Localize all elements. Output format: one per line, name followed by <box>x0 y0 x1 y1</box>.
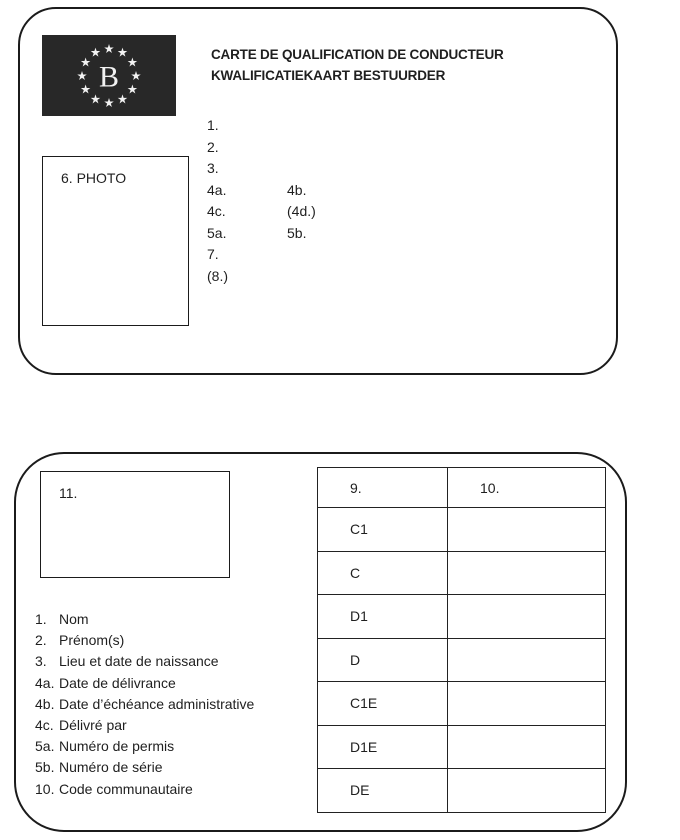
legend-list <box>35 609 254 800</box>
card-title-fr: CARTE DE QUALIFICATION DE CONDUCTEUR <box>211 47 504 62</box>
legend-item-number: 4b. <box>35 695 55 712</box>
category-value-cell <box>448 725 606 769</box>
category-code-cell: D1E <box>318 725 448 769</box>
field-number: 5a. <box>207 224 227 241</box>
legend-item-number: 5b. <box>35 759 55 776</box>
table-header-row <box>318 468 606 508</box>
card-front <box>18 7 618 375</box>
front-field-row <box>207 137 316 159</box>
field-number: (8.) <box>207 267 228 284</box>
front-field-row <box>207 115 316 137</box>
front-field-row <box>207 180 316 202</box>
category-value-cell <box>448 508 606 552</box>
table-row <box>318 682 606 726</box>
legend-item-label: Code communautaire <box>59 780 193 797</box>
table-row <box>318 725 606 769</box>
legend-item <box>35 757 254 778</box>
legend-item-number: 5a. <box>35 738 55 755</box>
field-number-secondary: 5b. <box>287 224 307 241</box>
eu-belgium-flag <box>42 35 176 116</box>
category-value-cell <box>448 769 606 813</box>
category-code-cell: DE <box>318 769 448 813</box>
legend-item-label: Numéro de série <box>59 759 163 776</box>
category-table <box>317 467 606 813</box>
legend-item-number: 2. <box>35 632 47 649</box>
table-header-10: 10. <box>448 468 606 508</box>
category-code-cell: C1E <box>318 682 448 726</box>
legend-item <box>35 673 254 694</box>
table-row <box>318 551 606 595</box>
category-value-cell <box>448 595 606 639</box>
front-field-row <box>207 223 316 245</box>
table-header-9: 9. <box>318 468 448 508</box>
legend-item <box>35 736 254 757</box>
legend-item-number: 4c. <box>35 716 54 733</box>
photo-box-label: 6. PHOTO <box>61 170 127 186</box>
legend-item <box>35 651 254 672</box>
field-number: 3. <box>207 160 219 176</box>
front-field-row <box>207 266 316 288</box>
legend-item-label: Prénom(s) <box>59 632 125 649</box>
front-field-row <box>207 201 316 223</box>
card-back <box>14 452 627 832</box>
legend-item <box>35 609 254 630</box>
legend-item-label: Délivré par <box>59 716 127 733</box>
front-field-row <box>207 158 316 180</box>
front-field-list <box>207 115 316 287</box>
legend-item-label: Lieu et date de naissance <box>59 653 219 670</box>
legend-item <box>35 779 254 800</box>
category-value-cell <box>448 551 606 595</box>
table-row <box>318 638 606 682</box>
legend-item-number: 3. <box>35 653 47 670</box>
front-field-row <box>207 244 316 266</box>
flag-emblem <box>42 35 176 116</box>
legend-item-number: 10. <box>35 780 55 797</box>
legend-item <box>35 694 254 715</box>
table-row <box>318 508 606 552</box>
card-title <box>211 44 504 86</box>
photo-box <box>42 156 189 326</box>
category-value-cell <box>448 682 606 726</box>
flag-letter: B <box>98 60 120 94</box>
legend-item-label: Date d’échéance administrative <box>59 695 255 712</box>
category-value-cell <box>448 638 606 682</box>
legend-item-label: Date de délivrance <box>59 674 176 691</box>
category-code-cell: C1 <box>318 508 448 552</box>
legend-item <box>35 630 254 651</box>
category-code-cell: C <box>318 551 448 595</box>
field-11-label: 11. <box>59 485 78 501</box>
field-number: 2. <box>207 138 219 155</box>
category-code-cell: D <box>318 638 448 682</box>
legend-item-label: Numéro de permis <box>59 738 175 755</box>
field-11-box <box>40 471 230 578</box>
legend-item-number: 1. <box>35 611 47 627</box>
legend-item-number: 4a. <box>35 674 55 691</box>
field-number-secondary: (4d.) <box>287 203 316 219</box>
field-number: 4c. <box>207 203 226 219</box>
legend-item <box>35 715 254 736</box>
category-code-cell: D1 <box>318 595 448 639</box>
card-title-nl: KWALIFICATIEKAART BESTUURDER <box>211 68 446 83</box>
legend-item-label: Nom <box>59 611 89 627</box>
field-number-secondary: 4b. <box>287 181 307 198</box>
field-number: 7. <box>207 246 219 262</box>
table-row <box>318 769 606 813</box>
field-number: 4a. <box>207 181 227 198</box>
table-row <box>318 595 606 639</box>
field-number: 1. <box>207 117 219 133</box>
